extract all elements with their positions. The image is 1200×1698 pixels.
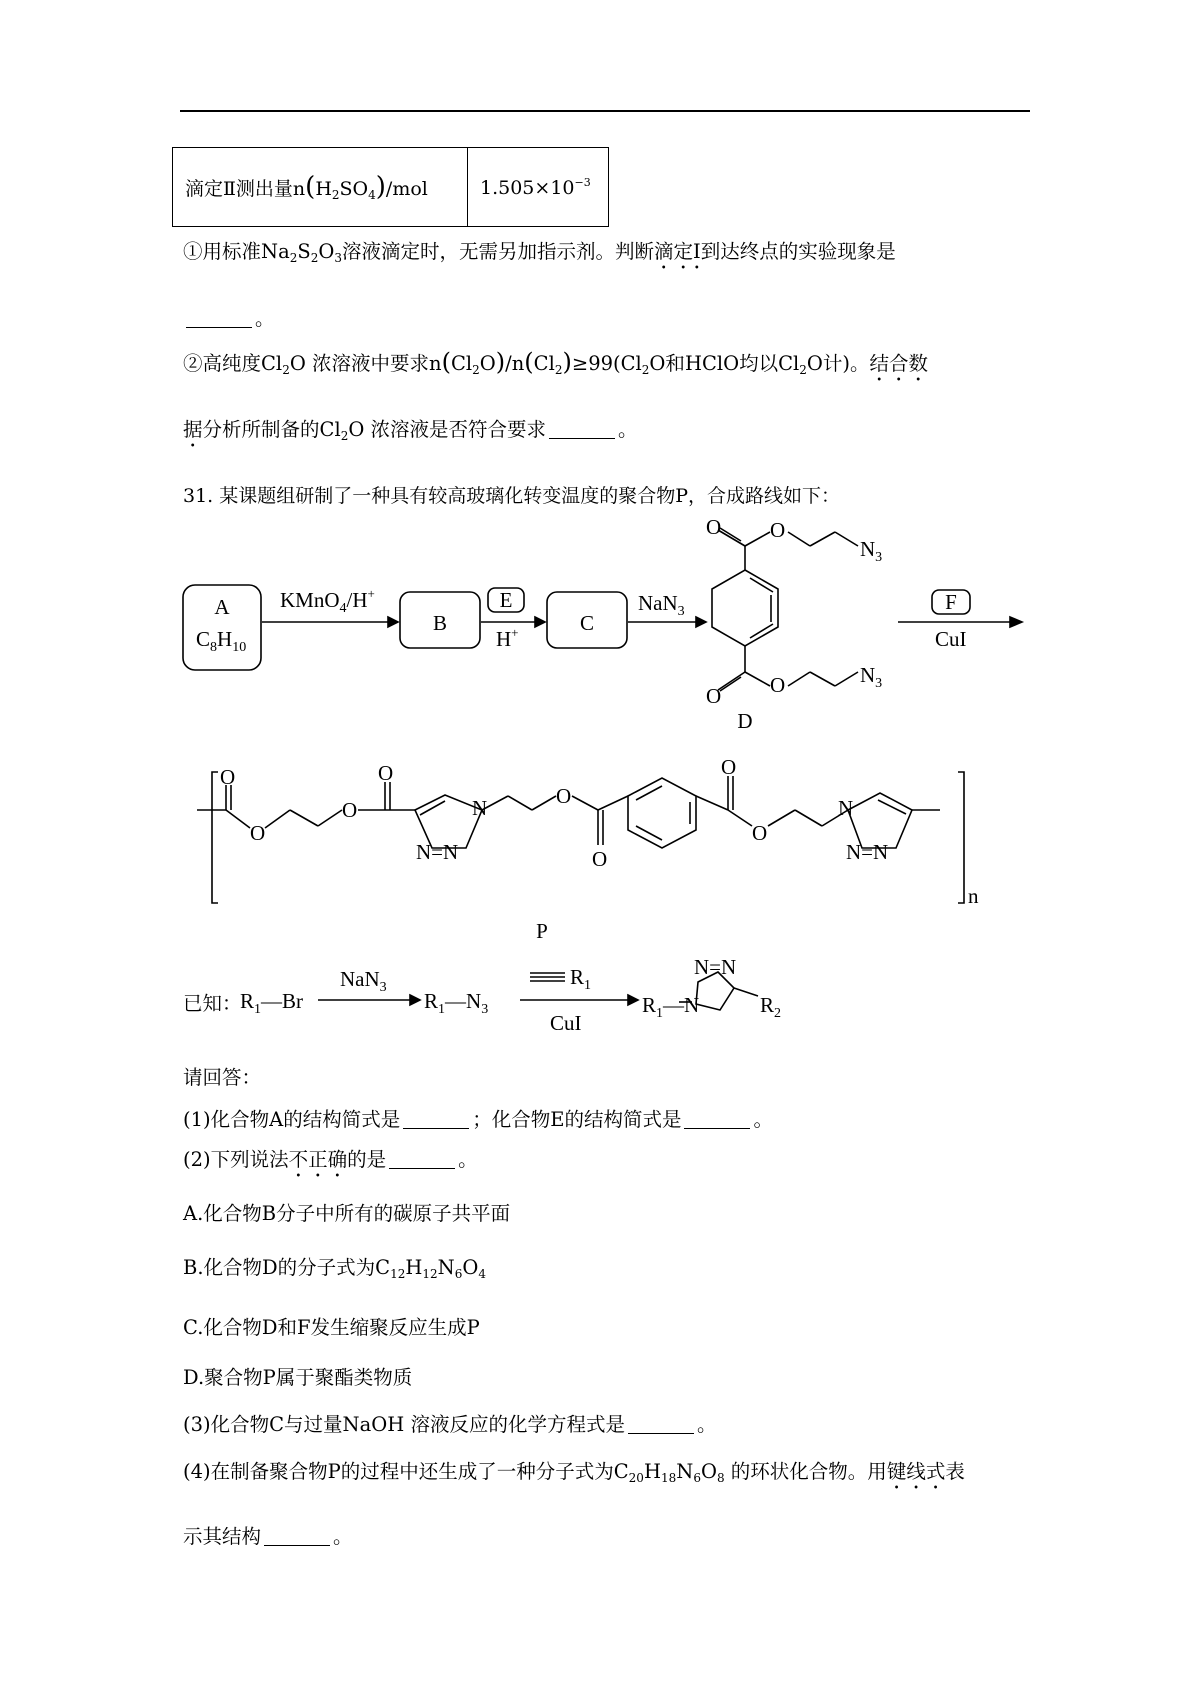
atom-o: O xyxy=(342,798,358,822)
table-value-exp: −3 xyxy=(574,175,591,189)
s1-end: 。 xyxy=(753,1108,773,1131)
scheme-a-label: A xyxy=(214,595,230,619)
q1-line: ①用标准$Na_2S_2O_3$溶液滴定时，无需另加指示剂。判断滴定Ⅰ到达终点的实验现象是 xyxy=(183,240,896,265)
table-label: 滴定Ⅱ测出量n xyxy=(185,178,306,200)
s2-text-a: (2)下列说法 xyxy=(183,1148,289,1171)
s1-text-b: ；化合物E的结构简式是 xyxy=(472,1108,682,1131)
option-b: B.化合物D的分子式为$C_{12}H_{12}N_6O_4$ xyxy=(183,1256,487,1281)
scheme-f-label: F xyxy=(945,590,957,614)
q31-title: 31. 某课题组研制了一种具有较高玻璃化转变温度的聚合物P，合成路线如下： xyxy=(183,485,841,507)
reagent-cui: CuI xyxy=(935,627,967,651)
atom-o: O xyxy=(706,515,722,539)
atom-o: O xyxy=(220,765,236,789)
known-cui: CuI xyxy=(550,1011,582,1035)
atom-n: N xyxy=(838,796,854,820)
scheme-b-label: B xyxy=(432,611,448,635)
s3-text-b: 溶液反应的化学方程式是 xyxy=(410,1413,625,1436)
answer-blank[interactable] xyxy=(186,327,252,328)
sub-q4-line-2 xyxy=(183,1527,353,1547)
atom-o: O xyxy=(250,821,266,845)
formula-c8h10: $C_8H_{10}$ xyxy=(196,627,247,655)
q1-emphasis: 滴定Ⅰ xyxy=(654,240,701,263)
q1-end: 。 xyxy=(255,307,275,330)
known-product-r1: $R_1—N$ xyxy=(642,993,700,1021)
s3-naoh: NaOH xyxy=(342,1413,405,1436)
q2-text-b: 浓溶液中要求 xyxy=(312,352,430,375)
known-product-r2: $R_2$ xyxy=(760,993,782,1021)
s3-end: 。 xyxy=(696,1413,717,1436)
titration-table xyxy=(172,147,609,227)
s4-text-a: (4)在制备聚合物P的过程中还生成了一种分子式为 xyxy=(183,1460,614,1483)
q2-emphasis-2: 据 xyxy=(183,418,203,441)
known-r1n3: $R_1—N_3$ xyxy=(424,989,489,1017)
q2-and: 和 xyxy=(665,352,685,375)
synthesis-scheme xyxy=(0,510,1200,950)
atom-o: O xyxy=(706,684,722,708)
atom-n: N=N xyxy=(416,840,459,864)
scheme-p-label: P xyxy=(536,919,548,943)
q2-text-f: 计)。 xyxy=(822,352,870,375)
atom-o: O xyxy=(556,784,572,808)
benzene-ring-p xyxy=(628,778,696,848)
atom-o: O xyxy=(770,673,786,697)
s2-end: 。 xyxy=(458,1148,478,1171)
atom-o: O xyxy=(721,755,737,779)
scheme-e-label: E xyxy=(499,588,513,612)
sub-q3 xyxy=(183,1415,716,1435)
option-b-text: B.化合物D的分子式为 xyxy=(183,1256,376,1279)
known-r1br: $R_1—Br$ xyxy=(240,989,304,1017)
s3-text-a: (3)化合物C与过量 xyxy=(183,1413,343,1436)
atom-o: O xyxy=(770,518,786,542)
s4-text-c: 表 xyxy=(945,1460,965,1483)
option-a: A.化合物B分子中所有的碳原子共平面 xyxy=(183,1202,511,1225)
option-d: D.聚合物P属于聚酯类物质 xyxy=(183,1366,413,1389)
table-label-cell: 滴定Ⅱ测出量$n(H_2SO_4)$/mol xyxy=(173,148,468,227)
answer-blank[interactable] xyxy=(684,1128,750,1129)
s4-emphasis: 键线式 xyxy=(886,1460,946,1483)
table-unit: /mol xyxy=(385,178,428,200)
s4-text-b: 的环状化合物。用 xyxy=(730,1460,887,1483)
reagent-nan3: NaN$_3$ xyxy=(638,591,685,619)
q2-hclo: HClO xyxy=(684,352,740,375)
table-value: 1.505×10 xyxy=(480,176,575,199)
q2-line: ②高纯度$Cl_2O$ 浓溶液中要求$n(Cl_2O)/n(Cl_2)\ge 99(Cl_2O$和HClO均以$Cl_2O$计)。结合数 xyxy=(183,348,929,377)
sub-q4: (4)在制备聚合物P的过程中还生成了一种分子式为$C_{20}H_{18}N_6O_8$ 的环状化合物。用键线式表 xyxy=(183,1460,965,1485)
q2-end: 。 xyxy=(618,418,638,441)
atom-o: O xyxy=(378,761,394,785)
answer-blank[interactable] xyxy=(549,438,615,439)
q1-text-b: 溶液滴定时，无需另加指示剂。判断 xyxy=(342,240,655,263)
reagent-kmno4: KMnO$_4$/H+ xyxy=(280,586,375,616)
known-prefix: 已知： xyxy=(183,992,242,1015)
q1-text-c: 到达终点的实验现象是 xyxy=(700,240,896,263)
q2-ratio: ≥99 xyxy=(571,352,614,375)
polymer-n: n xyxy=(968,884,979,908)
q2-text-h: 浓溶液是否符合要求 xyxy=(370,418,547,441)
answer-blank[interactable] xyxy=(389,1168,455,1169)
atom-o: O xyxy=(592,847,608,871)
q2-emphasis-1: 结合数 xyxy=(869,352,929,375)
scheme-c-label: C xyxy=(579,611,595,635)
option-c: C.化合物D和F发生缩聚反应生成P xyxy=(183,1316,480,1339)
known-product-nn: N=N xyxy=(694,955,737,979)
answer-blank[interactable] xyxy=(628,1433,694,1434)
atom-n: N=N xyxy=(846,840,889,864)
q2-text-g: 分析所制备的 xyxy=(202,418,320,441)
known-nan3: NaN$_3$ xyxy=(340,967,387,995)
header-rule xyxy=(180,110,1030,112)
q2-text-a: ②高纯度 xyxy=(183,352,262,375)
scheme-d-label: D xyxy=(737,709,753,733)
reagent-h-plus: H+ xyxy=(496,625,519,651)
sub-q2 xyxy=(183,1148,478,1182)
s1-text-a: (1)化合物A的结构简式是 xyxy=(183,1108,401,1131)
q2-line-2: 据分析所制备的$Cl_2O$ 浓溶液是否符合要求 。 xyxy=(183,418,638,443)
azide-n3-bottom: $N_3$ xyxy=(860,663,883,691)
q1-answer-line xyxy=(183,309,275,329)
table-value-cell xyxy=(468,148,609,227)
atom-o: O xyxy=(752,821,768,845)
answer-blank[interactable] xyxy=(264,1545,330,1546)
atom-n: N xyxy=(472,796,488,820)
answer-blank[interactable] xyxy=(403,1128,469,1129)
s4-end: 。 xyxy=(333,1525,353,1548)
ask-line: 请回答： xyxy=(183,1066,262,1089)
s4-text-d: 示其结构 xyxy=(183,1525,262,1548)
known-alkyne-r1: $R_1$ xyxy=(570,965,592,993)
known-reaction xyxy=(240,952,820,1042)
s2-emphasis: 不正确 xyxy=(288,1148,348,1171)
sub-q1 xyxy=(183,1110,773,1130)
s2-text-b: 的是 xyxy=(347,1148,387,1171)
benzene-ring-d xyxy=(712,570,778,646)
q2-text-e: 均以 xyxy=(739,352,779,375)
q1-text-a: ①用标准 xyxy=(183,240,262,263)
azide-n3-top: $N_3$ xyxy=(860,537,883,565)
